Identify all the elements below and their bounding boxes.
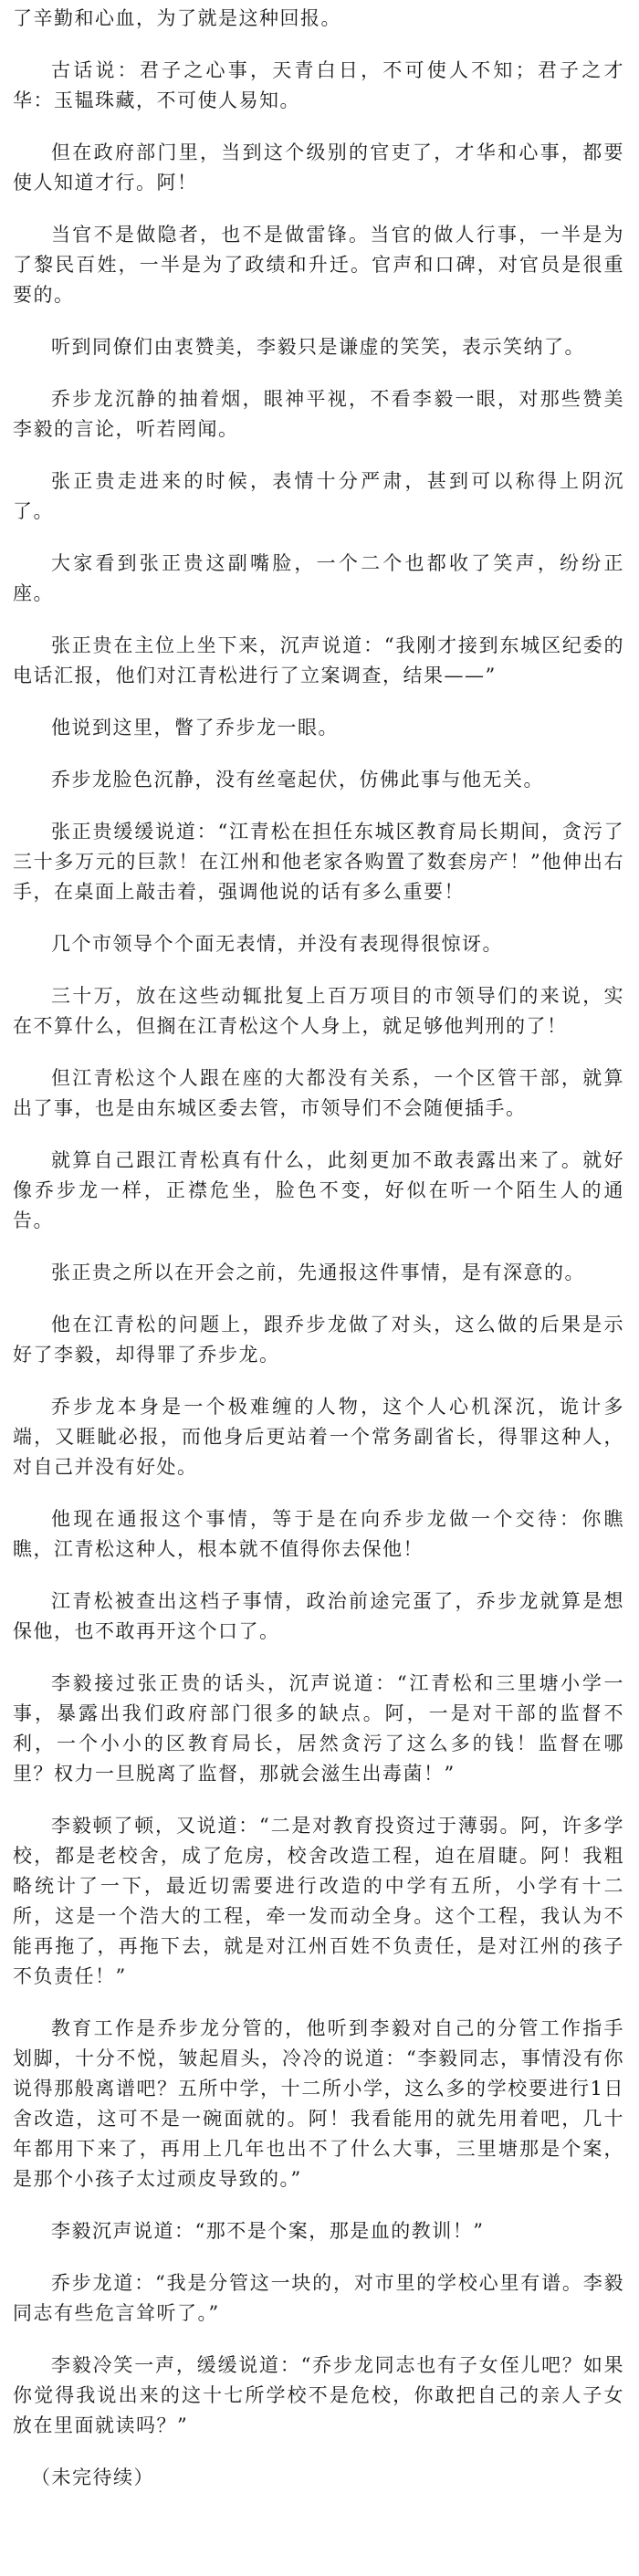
paragraph: 乔步龙沉静的抽着烟，眼神平视，不看李毅一眼，对那些赞美李毅的言论，听若罔闻。 <box>13 388 624 440</box>
paragraph: 但江青松这个人跟在座的大都没有关系，一个区管干部，就算出了事，也是由东城区委去管，市领导们不会随便插手。 <box>13 1067 624 1119</box>
paragraph: 张正贵走进来的时候，表情十分严肃，甚到可以称得上阴沉了。 <box>13 470 624 522</box>
paragraph: 张正贵缓缓说道：“江青松在担任东城区教育局长期间，贪污了三十多万元的巨款！在江州和他老家各购置了数套房产！”他伸出右手，在桌面上敲击着，强调他说的话有多么重要！ <box>13 821 624 903</box>
paragraph: 江青松被查出这档子事情，政治前途完蛋了，乔步龙就算是想保他，也不敢再开这个口了。 <box>13 1590 624 1642</box>
paragraph: 听到同僚们由衷赞美，李毅只是谦虚的笑笑，表示笑纳了。 <box>51 336 585 358</box>
paragraph: 大家看到张正贵这副嘴脸，一个二个也都收了笑声，纷纷正座。 <box>13 552 624 604</box>
paragraph: 当官不是做隐者，也不是做雷锋。当官的做人行事，一半是为了黎民百姓，一半是为了政绩和升迁。官声和口碑，对官员是很重要的。 <box>13 224 624 306</box>
paragraph: 乔步龙道：“我是分管这一块的，对市里的学校心里有谱。李毅同志有些危言耸听了。” <box>13 2272 624 2324</box>
paragraph: 乔步龙脸色沉静，没有丝毫起伏，仿佛此事与他无关。 <box>51 769 544 791</box>
paragraph: 他说到这里，瞥了乔步龙一眼。 <box>51 717 339 738</box>
paragraph: 乔步龙本身是一个极难缠的人物，这个人心机深沉，诡计多端，又睚眦必报，而他身后更站着一个常务副省长，得罪这种人，对自己并没有好处。 <box>13 1396 624 1478</box>
paragraph: 古话说：君子之心事，天青白日，不可使人不知；君子之才华：玉韫珠藏，不可使人易知。 <box>13 59 624 111</box>
paragraph: 但在政府部门里，当到这个级别的官吏了，才华和心事，都要使人知道才行。阿！ <box>13 141 624 194</box>
paragraph: 李毅顿了顿，又说道：“二是对教育投资过于薄弱。阿，许多学校，都是老校舍，成了危房，校舍改造工程，迫在眉睫。阿！我粗略统计了一下，最近切需要进行改造的中学有五所，小学有十二所，这是一个浩大的工程，牵一发而动全身。这个工程，我认为不能再拖了，再拖下去，就是对江州百姓不负责任，是对江州的孩子不负责任！” <box>13 1815 624 1987</box>
paragraph: 三十万，放在这些动辄批复上百万项目的市领导们的来说，实在不算什么，但搁在江青松这个人身上，就足够他判刑的了！ <box>13 985 624 1037</box>
paragraph: 李毅接过张正贵的话头，沉声说道：“江青松和三里塘小学一事，暴露出我们政府部门很多的缺点。阿，一是对干部的监督不利，一个小小的区教育局长，居然贪污了这么多的钱！监督在哪里？权力一旦脱离了监督，那就会滋生出毒菌！” <box>13 1672 624 1785</box>
paragraph: 张正贵在主位上坐下来，沉声说道：“我刚才接到东城区纪委的电话汇报，他们对江青松进行了立案调查，结果——” <box>13 634 624 686</box>
paragraph: 几个市领导个个面无表情，并没有表现得很惊讶。 <box>51 933 503 955</box>
paragraph: 李毅冷笑一声，缓缓说道：“乔步龙同志也有子女侄儿吧？如果你觉得我说出来的这十七所学校不是危校，你敢把自己的亲人子女放在里面就读吗？” <box>13 2354 624 2436</box>
paragraph: 他在江青松的问题上，跟乔步龙做了对头，这么做的后果是示好了李毅，却得罪了乔步龙。 <box>13 1314 624 1366</box>
to-be-continued-note: （未完待续） <box>31 2466 154 2488</box>
paragraph: 就算自己跟江青松真有什么，此刻更加不敢表露出来了。就好像乔步龙一样，正襟危坐，脸色不变，好似在听一个陌生人的通告。 <box>13 1149 624 1231</box>
paragraph: 张正贵之所以在开会之前，先通报这件事情，是有深意的。 <box>51 1262 585 1283</box>
paragraph: 他现在通报这个事情，等于是在向乔步龙做一个交待：你瞧瞧，江青松这种人，根本就不值得你去保他！ <box>13 1508 624 1560</box>
paragraph: 李毅沉声说道：“那不是个案，那是血的教训！” <box>51 2220 485 2242</box>
paragraph: 教育工作是乔步龙分管的，他听到李毅对自己的分管工作指手划脚，十分不悦，皱起眉头，冷冷的说道：“李毅同志，事情没有你说得那般离谱吧？五所中学，十二所小学，这么多的学校要进行1日舍改造，这可不是一碗面就的。阿！我看能用的就先用着吧，几十年都用下来了，再用上几年也出不了什么大事，三里塘那是个案，是那个小孩子太过顽皮导致的。” <box>13 2017 624 2190</box>
paragraph: 了辛勤和心血，为了就是这种回报。 <box>13 7 341 29</box>
